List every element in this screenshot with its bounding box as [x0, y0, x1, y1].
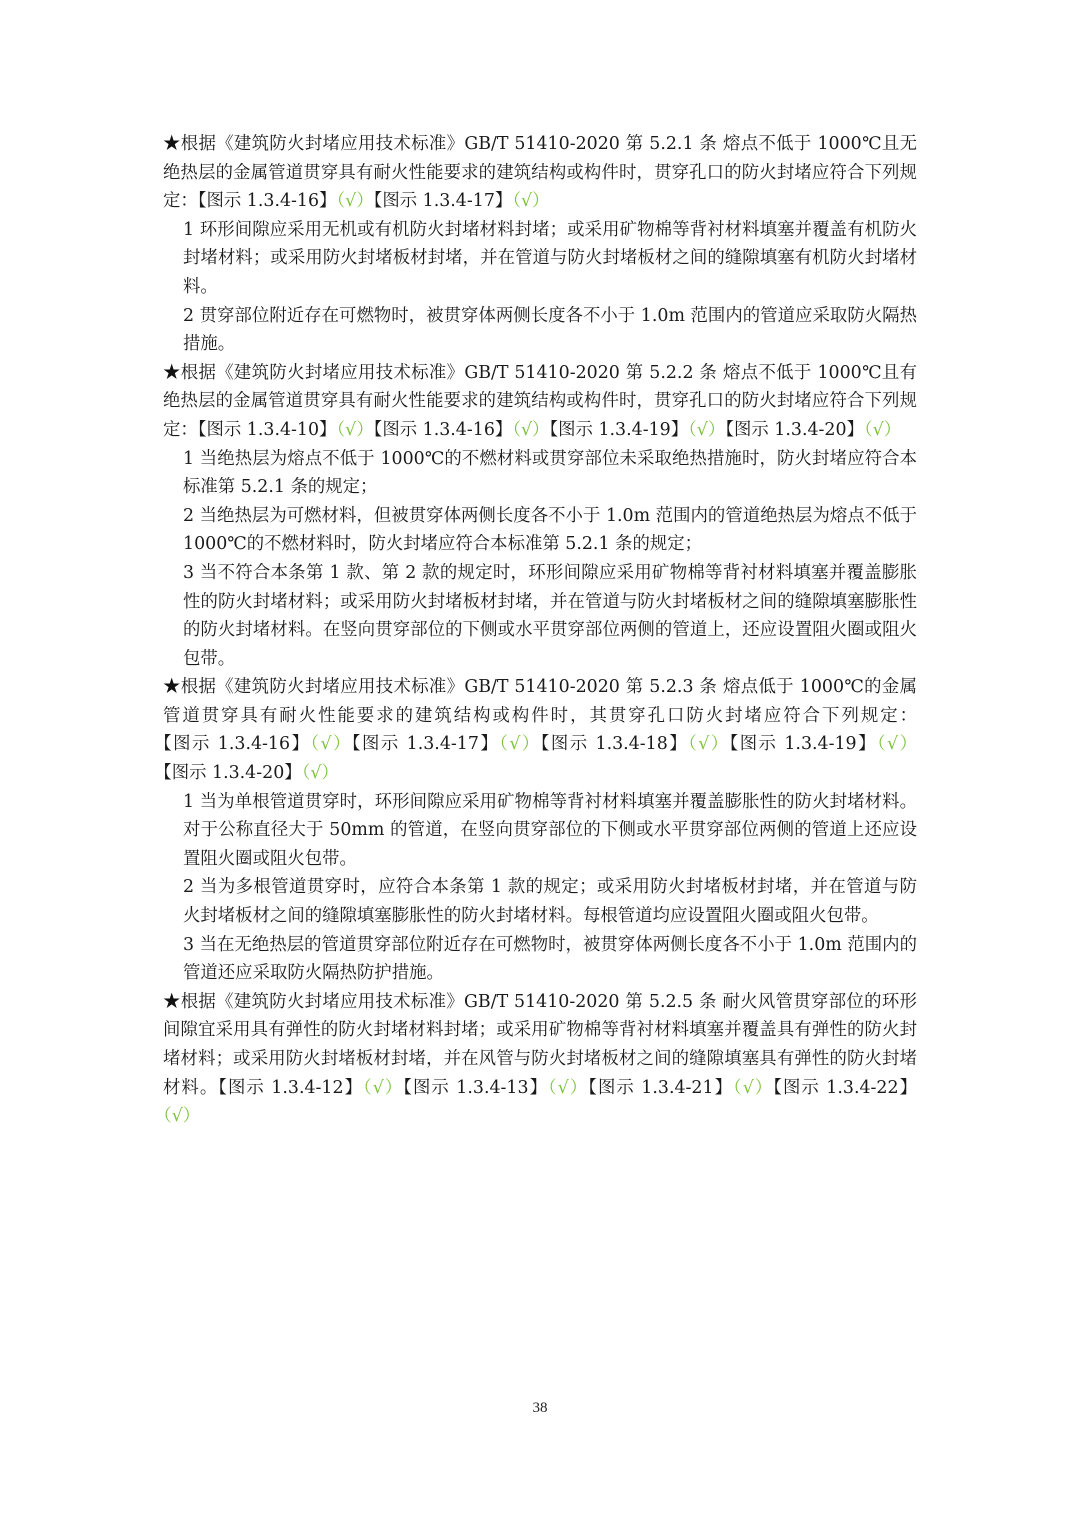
clause-item: 3 当不符合本条第 1 款、第 2 款的规定时，环形间隙应采用矿物棉等背衬材料填塞并覆盖膨胀性的防火封堵材料；或采用防火封堵板材封堵，并在管道与防火封堵板材之间的缝隙填塞膨胀性的防火封堵材料。在竖向贯穿部位的下侧或水平贯穿部位两侧的管道上，还应设置阻火圈或阻火包带。 [183, 562, 917, 669]
figure-reference: 【图示 1.3.4-19】 [549, 419, 689, 440]
check-mark: （√） [548, 1077, 589, 1098]
check-mark: （√） [876, 734, 917, 755]
figure-reference: 【图示 1.3.4-12】 [218, 1077, 363, 1098]
clause-item: 3 当在无绝热层的管道贯穿部位附近存在可燃物时，被贯穿体两侧长度各不小于 1.0m 范围内的管道还应采取防火隔热防护措施。 [183, 934, 917, 984]
figure-reference: 【图示 1.3.4-17】 [351, 734, 500, 755]
figure-reference: 【图示 1.3.4-13】 [403, 1077, 548, 1098]
check-mark: （√） [688, 419, 726, 440]
check-mark: （√） [512, 191, 550, 212]
check-mark: （√） [363, 1077, 404, 1098]
check-mark: （√） [688, 734, 730, 755]
clause-item: 1 环形间隙应采用无机或有机防火封堵材料封堵；或采用矿物棉等背衬材料填塞并覆盖有机防火封堵材料；或采用防火封堵板材封堵，并在管道与防火封堵板材之间的缝隙填塞有机防火封堵材料。 [183, 219, 917, 297]
star-marker: ★ [163, 134, 181, 154]
check-mark: （√） [863, 419, 902, 440]
clause-item: 2 当绝热层为可燃材料，但被贯穿体两侧长度各不小于 1.0m 范围内的管道绝热层为熔点不低于 1000℃的不燃材料时，防火封堵应符合本标准第 5.2.1 条的规定； [183, 505, 917, 555]
check-mark: （√） [310, 734, 352, 755]
clause-text: 根据《建筑防火封堵应用技术标准》GB/T 51410-2020 第 5.2.3 条 熔点低于 1000℃的金属管道贯穿具有耐火性能要求的建筑结构或构件时，其贯穿孔口防火封堵应符合下列规定： [163, 677, 917, 726]
figure-reference: 【图示 1.3.4-20】 [725, 419, 864, 440]
check-mark: （√） [301, 763, 339, 784]
figure-reference: 【图示 1.3.4-10】 [197, 419, 337, 440]
document-body [163, 130, 917, 1131]
figure-reference: 【图示 1.3.4-16】 [373, 419, 513, 440]
clause-text: 根据《建筑防火封堵应用技术标准》GB/T 51410-2020 第 5.2.2 条 熔点不低于 1000℃且有绝热层的金属管道贯穿具有耐火性能要求的建筑结构或构件时，贯穿孔口的防火封堵应符合下列规定： [163, 362, 917, 440]
star-marker: ★ [163, 677, 181, 698]
standard-clause [163, 130, 917, 216]
figure-reference: 【图示 1.3.4-17】 [373, 191, 513, 212]
clause-text: 根据《建筑防火封堵应用技术标准》GB/T 51410-2020 第 5.2.1 条 熔点不低于 1000℃且无绝热层的金属管道贯穿具有耐火性能要求的建筑结构或构件时，贯穿孔口的防火封堵应符合下列规定： [163, 134, 917, 212]
clause-item: 2 当为多根管道贯穿时，应符合本条第 1 款的规定；或采用防火封堵板材封堵，并在管道与防火封堵板材之间的缝隙填塞膨胀性的防火封堵材料。每根管道均应设置阻火圈或阻火包带。 [183, 877, 917, 927]
check-mark: （√） [499, 734, 541, 755]
page-number: 38 [532, 1400, 548, 1416]
clause-item: 1 当为单根管道贯穿时，环形间隙应采用矿物棉等背衬材料填塞并覆盖膨胀性的防火封堵材料。对于公称直径大于 50mm 的管道，在竖向贯穿部位的下侧或水平贯穿部位两侧的管道上还应设置阻火圈或阻火包带。 [183, 791, 917, 869]
clause-item: 1 当绝热层为熔点不低于 1000℃的不燃材料或贯穿部位未采取绝热措施时，防火封堵应符合本标准第 5.2.1 条的规定； [183, 448, 917, 498]
star-marker: ★ [163, 991, 181, 1012]
standard-clause [163, 359, 917, 445]
figure-reference: 【图示 1.3.4-20】 [163, 763, 302, 784]
figure-reference: 【图示 1.3.4-19】 [729, 734, 877, 755]
clause-text: 根据《建筑防火封堵应用技术标准》GB/T 51410-2020 第 5.2.5 条 耐火风管贯穿部位的环形间隙宜采用具有弹性的防火封堵材料封堵；或采用矿物棉等背衬材料填塞并覆盖具有弹性的防火封堵材料；或采用防火封堵板材封堵，并在风管与防火封堵板材之间的缝隙填塞具有弹性的防火封堵材料。 [163, 991, 917, 1098]
figure-reference: 【图示 1.3.4-21】 [588, 1077, 733, 1098]
check-mark: （√） [512, 419, 550, 440]
check-mark: （√） [336, 191, 374, 212]
clause-item: 2 贯穿部位附近存在可燃物时，被贯穿体两侧长度各不小于 1.0m 范围内的管道应采取防火隔热措施。 [183, 305, 917, 355]
star-marker: ★ [163, 362, 181, 383]
check-mark: （√） [163, 1106, 201, 1127]
standard-clause [163, 988, 917, 1131]
standard-clause [163, 673, 917, 787]
figure-reference: 【图示 1.3.4-16】 [197, 191, 337, 212]
figure-reference: 【图示 1.3.4-22】 [773, 1077, 917, 1098]
figure-reference: 【图示 1.3.4-16】 [163, 734, 311, 755]
check-mark: （√） [336, 419, 374, 440]
check-mark: （√） [733, 1077, 774, 1098]
figure-reference: 【图示 1.3.4-18】 [540, 734, 689, 755]
